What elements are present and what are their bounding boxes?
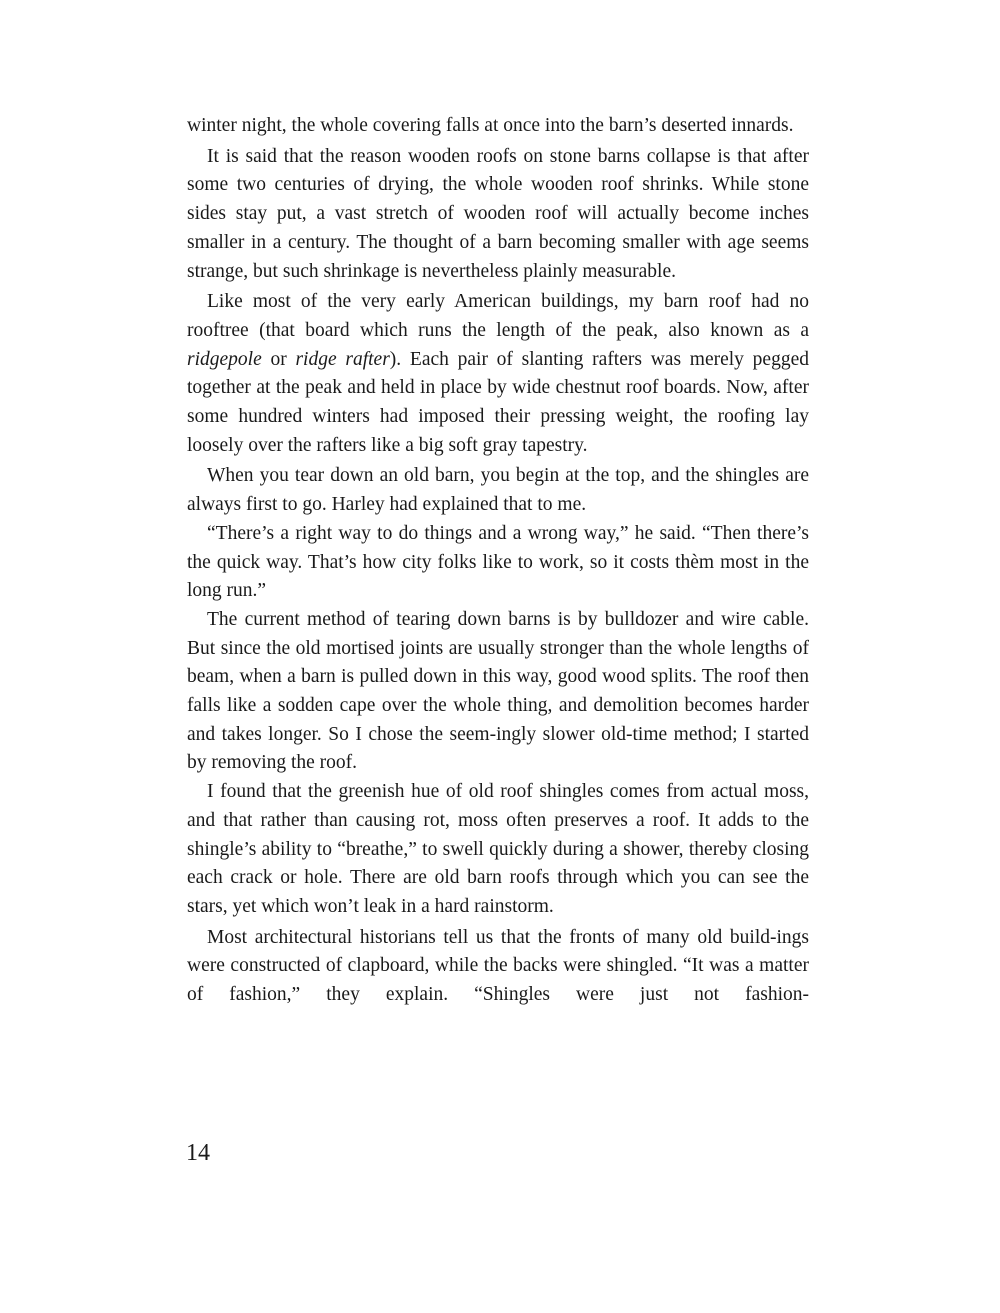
paragraph-7 (187, 778, 809, 922)
paragraph-3-text-b: or (261, 348, 296, 370)
paragraph-2 (187, 143, 809, 287)
paragraph-2-text: It is said that the reason wooden roofs on stone barns collapse is that after some two centuries of drying, the whole wooden roof shrinks. While stone sides stay put, a vast stretch of wooden roof will actually become inches smaller in a century. The thought of a barn becoming smaller with age seems strange, but such shrinkage is nevertheless plainly measurable. (187, 145, 809, 282)
paragraph-5 (187, 520, 809, 606)
paragraph-6 (187, 606, 809, 778)
paragraph-4-text: When you tear down an old barn, you begin at the top, and the shingles are always first to go. Harley had explained that to me. (187, 465, 809, 516)
paragraph-3-text-a: Like most of the very early American buildings, my barn roof had no rooftree (that board which runs the length of the peak, also known as a (187, 291, 809, 341)
paragraph-5-text: “There’s a right way to do things and a wrong way,” he said. “Then there’s the quick way. That’s how city folks like to work, so it costs thèm most in the long run.” (187, 522, 809, 602)
paragraph-3 (187, 288, 809, 460)
term-ridgepole: ridgepole (187, 348, 262, 370)
paragraph-7-text: I found that the greenish hue of old roof shingles comes from actual moss, and that rather than causing rot, moss often preserves a roof. It adds to the shingle’s ability to “breathe,” to swell quickly during a shower, thereby closing each crack or hole. There are old barn roofs through which you can see the stars, yet which won’t leak in a hard rainstorm. (187, 781, 809, 917)
paragraph-4 (187, 462, 809, 519)
page-number: 14 (186, 1140, 210, 1166)
paragraph-8-text: Most architectural historians tell us that the fronts of many old build-ings were constructed of clapboard, while the backs were shingled. “It was a matter of fashion,” they explain. “Shingles were just not fashion- (187, 926, 809, 1006)
paragraph-6-text: The current method of tearing down barns is by bulldozer and wire cable. But since the old mortised joints are usually stronger than the whole lengths of beam, when a barn is pulled down in this way, good wood splits. The roof then falls like a sodden cape over the whole thing, and demolition becomes harder and takes longer. So I chose the seem-ingly slower old-time method; I started by removing the roof. (187, 608, 809, 774)
paragraph-3-text-c: ). Each pair of slanting rafters was merely pegged together at the peak and held in place by wide chestnut roof boards. Now, after some hundred winters had imposed their pressing weight, the roofing lay loosely over the rafters like a big soft gray tapestry. (187, 348, 809, 456)
paragraph-8 (187, 924, 809, 1010)
term-ridge-rafter: ridge rafter (295, 348, 390, 370)
paragraph-1-text: winter night, the whole covering falls at once into the barn’s deserted innards. (187, 115, 794, 136)
body-text (187, 112, 809, 1010)
paragraph-1 (187, 112, 809, 141)
